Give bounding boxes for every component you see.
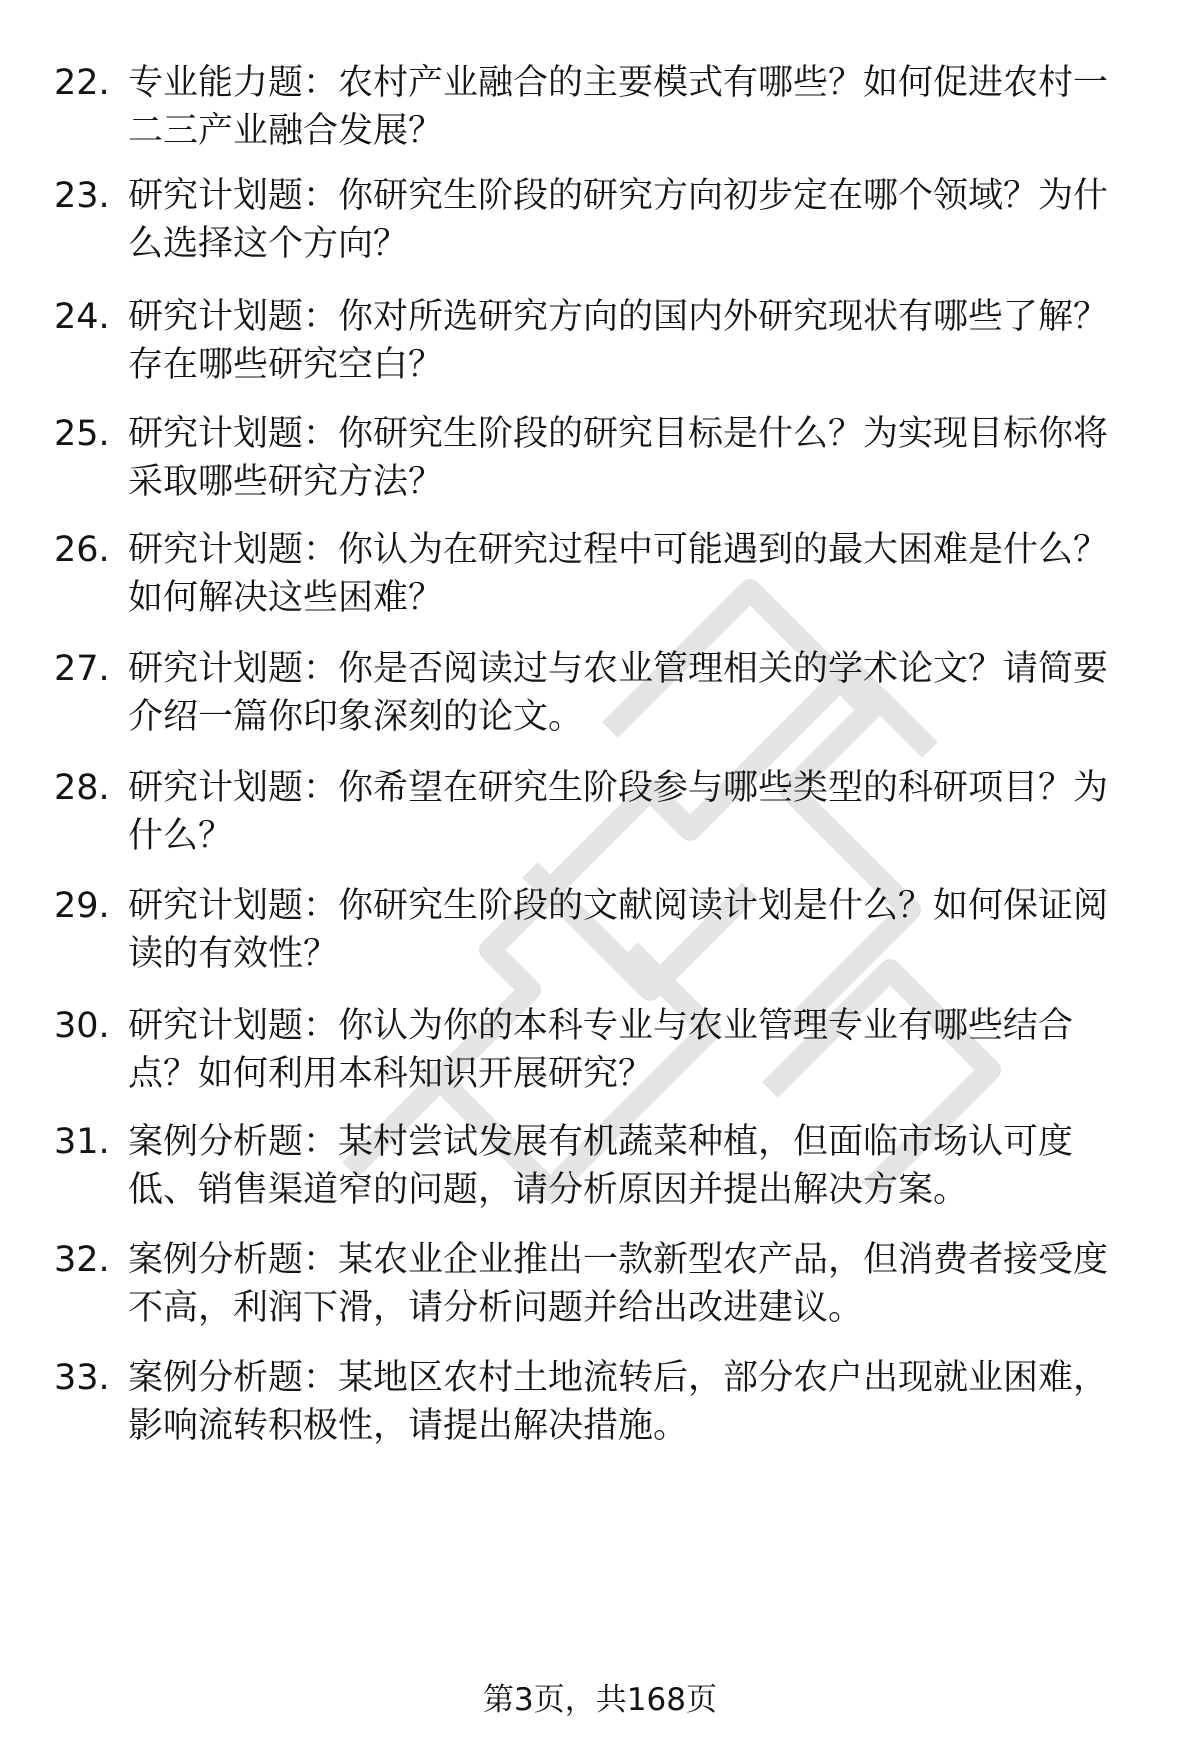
question-text: 研究计划题：你是否阅读过与农业管理相关的学术论文？请简要 介绍一篇你印象深刻的论文。 <box>128 649 1109 737</box>
question-number: 31. <box>54 1122 110 1162</box>
question-text: 研究计划题：你对所选研究方向的国内外研究现状有哪些了解？ 存在哪些研究空白？ <box>128 297 1109 385</box>
question-number: 32. <box>54 1240 110 1280</box>
question-text: 研究计划题：你研究生阶段的研究方向初步定在哪个领域？为什 么选择这个方向？ <box>128 176 1109 264</box>
question-text: 专业能力题：农村产业融合的主要模式有哪些？如何促进农村一 二三产业融合发展？ <box>128 63 1109 151</box>
page-footer: 第3页，共168页 <box>483 1682 717 1718</box>
question-number: 23. <box>54 176 110 216</box>
question-text: 研究计划题：你希望在研究生阶段参与哪些类型的科研项目？为 什么？ <box>128 768 1109 856</box>
question-number: 27. <box>54 649 110 689</box>
question-number: 26. <box>54 530 110 570</box>
question-number: 30. <box>54 1006 110 1046</box>
question-number: 28. <box>54 768 110 808</box>
question-text: 研究计划题：你研究生阶段的文献阅读计划是什么？如何保证阅 读的有效性？ <box>128 886 1109 974</box>
question-number: 24. <box>54 297 110 337</box>
question-text: 案例分析题：某农业企业推出一款新型农产品，但消费者接受度 不高，利润下滑，请分析问题并给出改进建议。 <box>128 1240 1109 1328</box>
question-number: 25. <box>54 414 110 454</box>
question-text: 研究计划题：你认为在研究过程中可能遇到的最大困难是什么？ 如何解决这些困难？ <box>128 530 1109 618</box>
question-text: 案例分析题：某村尝试发展有机蔬菜种植，但面临市场认可度 低、销售渠道窄的问题，请分析原因并提出解决方案。 <box>128 1122 1074 1210</box>
question-number: 29. <box>54 886 110 926</box>
question-text: 案例分析题：某地区农村土地流转后，部分农户出现就业困难， 影响流转积极性，请提出解决措施。 <box>128 1358 1109 1446</box>
question-text: 研究计划题：你认为你的本科专业与农业管理专业有哪些结合 点？如何利用本科知识开展研究？ <box>128 1006 1074 1094</box>
question-number: 22. <box>54 63 110 103</box>
question-number: 33. <box>54 1358 110 1398</box>
question-text: 研究计划题：你研究生阶段的研究目标是什么？为实现目标你将 采取哪些研究方法？ <box>128 414 1109 502</box>
